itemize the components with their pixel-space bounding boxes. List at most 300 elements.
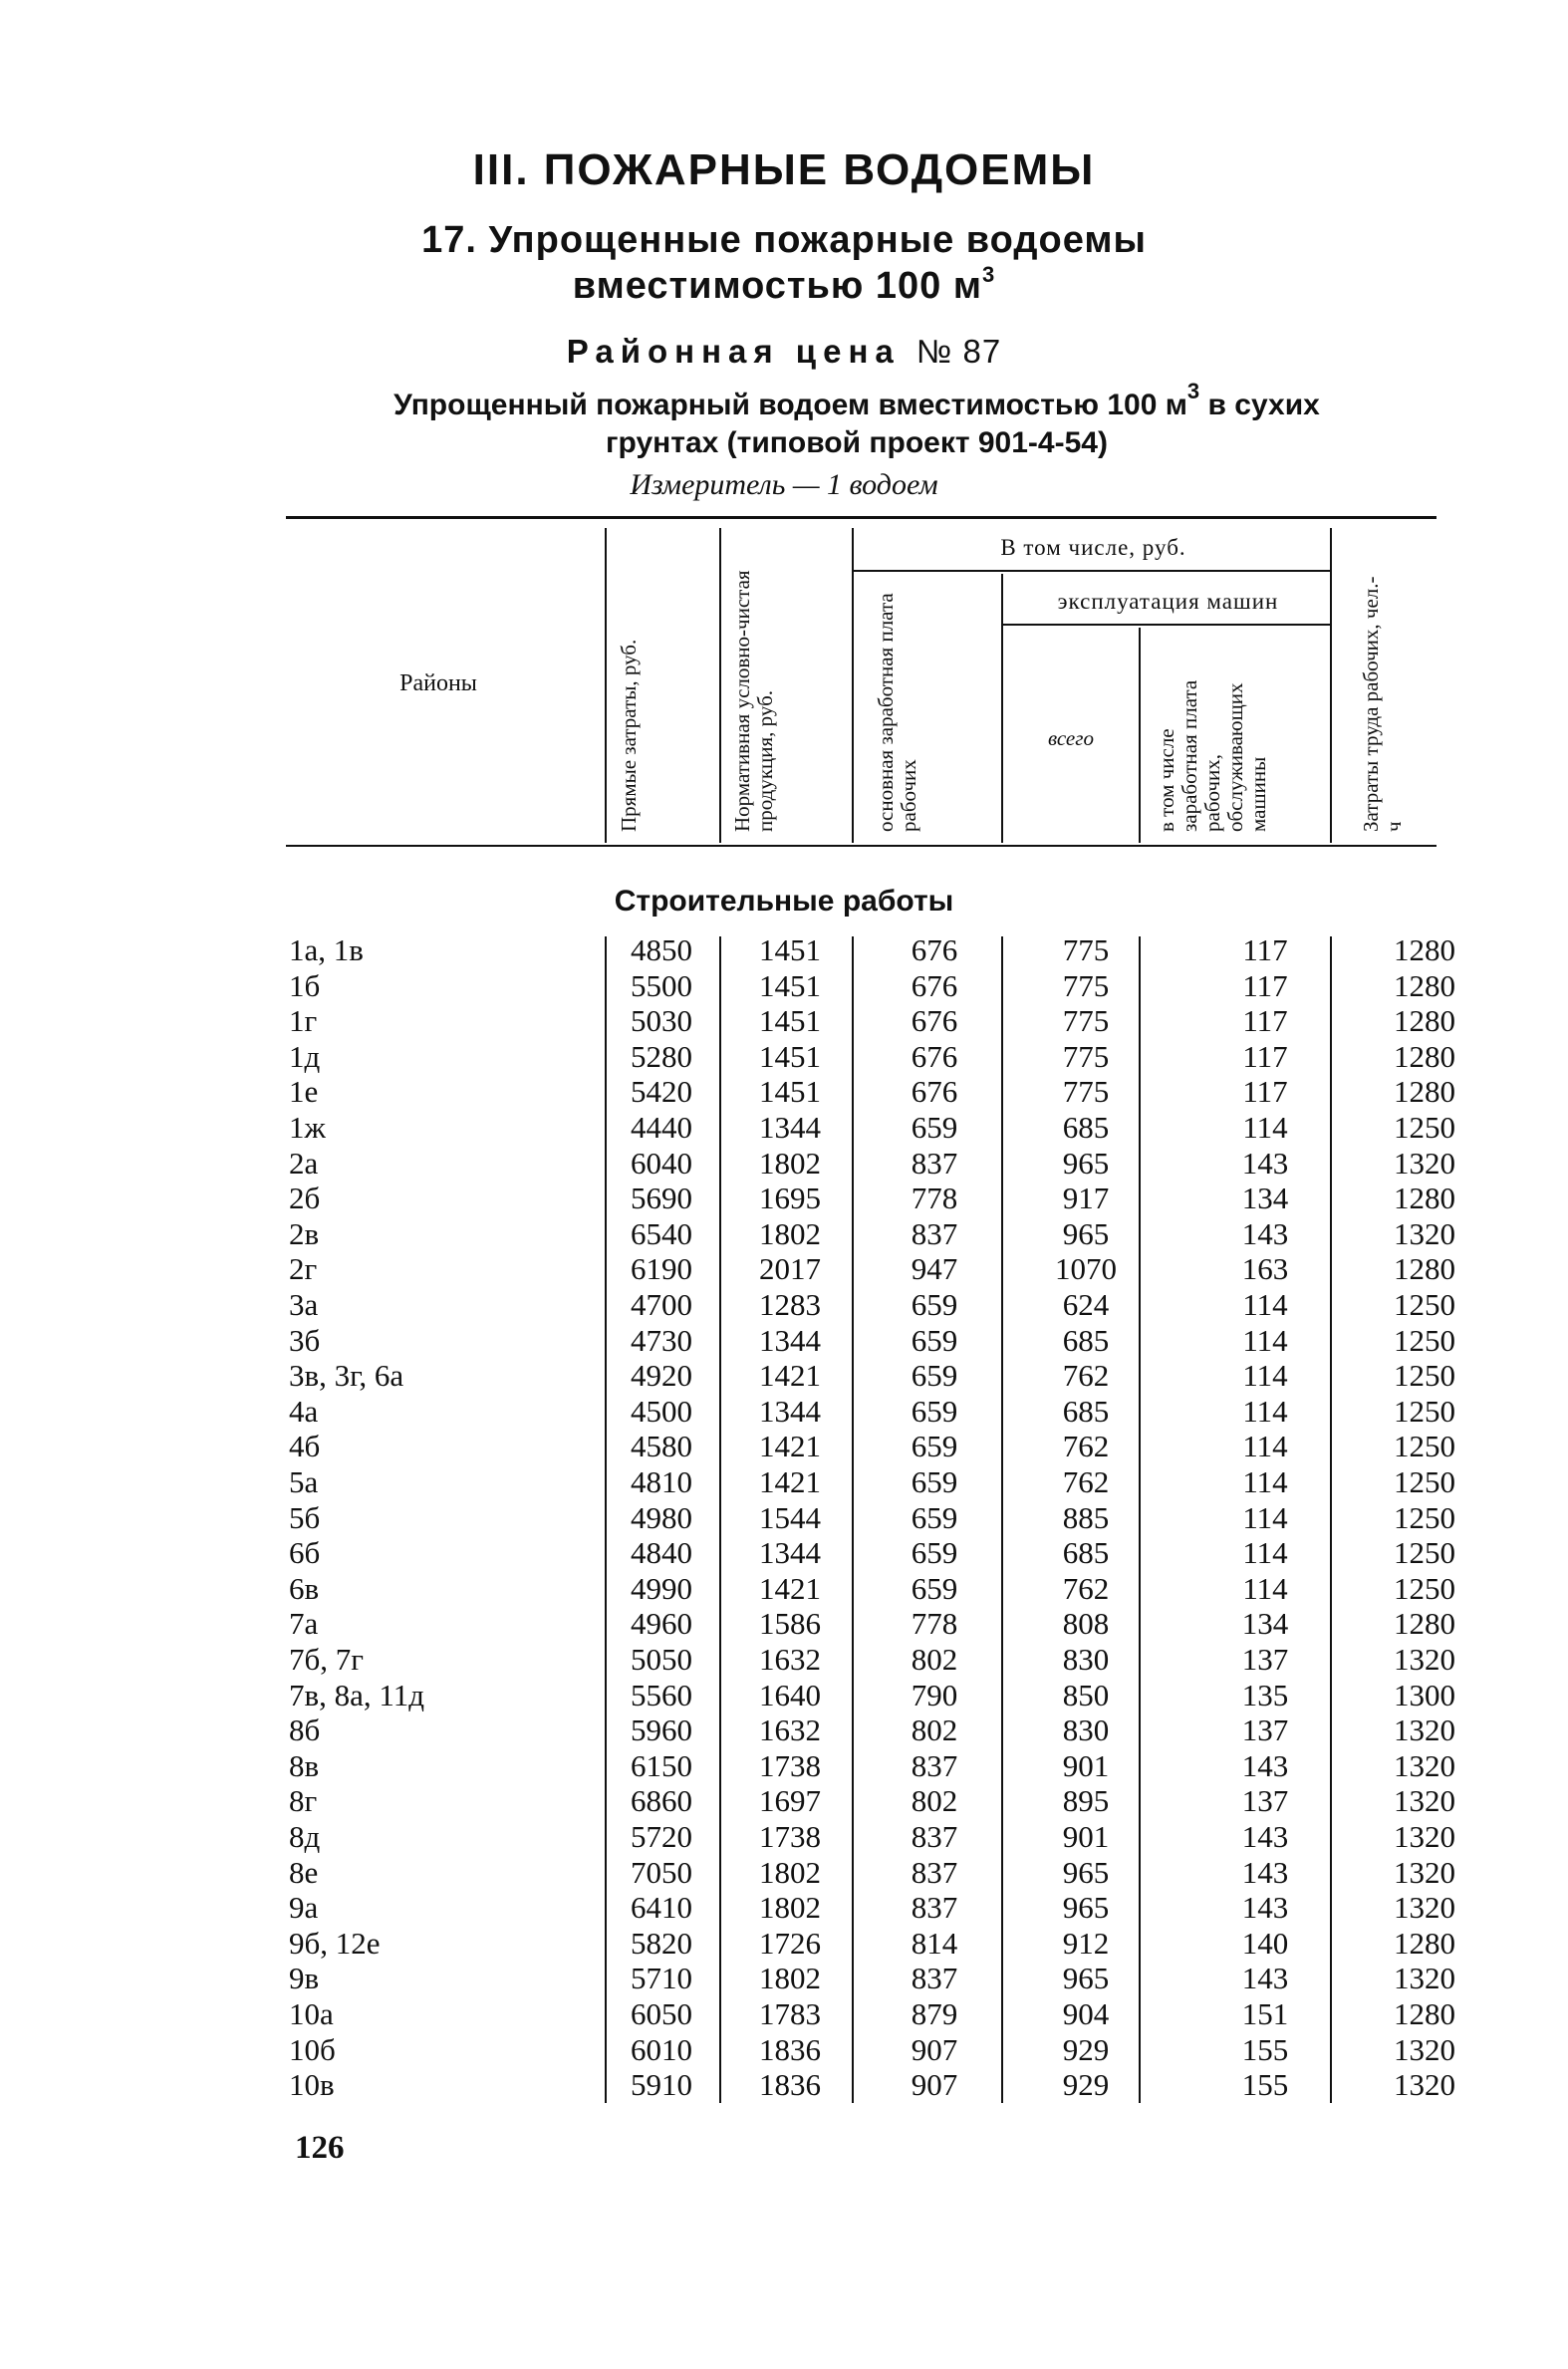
cell-normative: 1836 [759,2067,821,2103]
cell-labor: 1320 [1394,1783,1455,1819]
cell-machines-wage: 135 [1241,1677,1289,1712]
table-top-rule [286,516,1437,519]
cell-machines-total: 965 [1062,1890,1110,1926]
cell-direct-costs: 6040 [631,1145,692,1181]
cell-district: 2г [289,1251,318,1287]
cell-machines-wage: 114 [1242,1322,1288,1358]
cell-machines-total: 775 [1062,1074,1110,1110]
cell-direct-costs: 6190 [631,1251,692,1287]
header-machine-operation: эксплуатация машин [1057,589,1279,614]
page-number: 126 [295,2130,345,2166]
cell-district: 1д [289,1038,321,1074]
cell-district: 4а [289,1393,319,1429]
cell-machines-wage: 117 [1242,967,1288,1003]
cell-machines-total: 775 [1062,932,1110,967]
cell-district: 8в [289,1747,320,1783]
cell-machines-wage: 143 [1241,1747,1289,1783]
table-row [0,1003,1568,1039]
cell-machines-total: 775 [1062,967,1110,1003]
cell-normative: 1632 [759,1712,821,1748]
cell-machines-wage: 155 [1241,2031,1289,2067]
cell-direct-costs: 4700 [631,1287,692,1322]
table-row [0,2032,1568,2068]
cell-district: 1ж [289,1110,326,1145]
cell-machines-wage: 143 [1241,1819,1289,1854]
cell-district: 8д [289,1819,321,1854]
cell-labor: 1250 [1394,1570,1455,1606]
table-row [0,1606,1568,1642]
cell-labor: 1280 [1394,932,1455,967]
cell-normative: 1451 [759,1003,821,1039]
cell-base-wage: 814 [911,1925,958,1961]
cell-district: 6б [289,1535,321,1571]
cell-machines-total: 965 [1062,1215,1110,1251]
price-label: Районная цена [566,333,901,370]
cell-direct-costs: 5720 [631,1819,692,1854]
cell-base-wage: 659 [911,1358,958,1394]
cell-machines-wage: 143 [1241,1854,1289,1890]
cell-machines-total: 912 [1062,1925,1110,1961]
cell-machines-total: 965 [1062,1854,1110,1890]
table-row [0,1535,1568,1571]
cell-machines-wage: 114 [1242,1287,1288,1322]
cell-base-wage: 659 [911,1499,958,1535]
table-row [0,1110,1568,1146]
cell-normative: 1738 [759,1747,821,1783]
cell-district: 7б, 7г [289,1642,364,1677]
cell-labor: 1320 [1394,1215,1455,1251]
cell-machines-wage: 117 [1242,1003,1288,1039]
table-row [0,1996,1568,2032]
subsection-line-2: вместимостью 100 $м^3$ [572,262,996,307]
column-divider [852,936,854,2103]
subsection-line-1: 17. Упрощенные пожарные водоемы [421,219,1147,261]
cell-direct-costs: 5960 [631,1712,692,1748]
table-row [0,1678,1568,1713]
header-labor-costs: Затраты труда рабочих, чел.-ч [1359,576,1406,832]
cell-district: 4б [289,1429,321,1464]
cell-labor: 1250 [1394,1358,1455,1394]
cell-base-wage: 837 [911,1747,958,1783]
cell-base-wage: 676 [911,1038,958,1074]
cell-machines-total: 1070 [1055,1251,1117,1287]
cell-machines-total: 775 [1062,1003,1110,1039]
description-line-1: Упрощенный пожарный водоем вместимостью 100 $м^3$ в сухих [393,379,1320,421]
cell-normative: 1695 [759,1181,821,1216]
cell-direct-costs: 5910 [631,2067,692,2103]
cell-district: 10б [289,2031,336,2067]
cell-machines-total: 929 [1062,2067,1110,2103]
table-row [0,1323,1568,1359]
table-row [0,1146,1568,1182]
cell-machines-wage: 140 [1241,1925,1289,1961]
district-price [0,333,1568,371]
table-row [0,1251,1568,1287]
cell-machines-total: 685 [1062,1322,1110,1358]
cell-normative: 1344 [759,1535,821,1571]
cell-district: 3б [289,1322,321,1358]
table-row [0,1712,1568,1748]
cell-base-wage: 947 [911,1251,958,1287]
cell-district: 9в [289,1961,320,1996]
cell-direct-costs: 6010 [631,2031,692,2067]
cell-machines-wage: 134 [1241,1181,1289,1216]
cell-direct-costs: 4730 [631,1322,692,1358]
cell-district: 8г [289,1783,318,1819]
table-row [0,1429,1568,1464]
cell-normative: 1836 [759,2031,821,2067]
cell-normative: 1738 [759,1819,821,1854]
table-row [0,1358,1568,1394]
table-row [0,1394,1568,1430]
cell-labor: 1320 [1394,1854,1455,1890]
cell-direct-costs: 5030 [631,1003,692,1039]
cell-labor: 1320 [1394,2031,1455,2067]
cell-district: 8б [289,1712,321,1748]
header-divider [1139,628,1141,843]
cell-machines-wage: 137 [1241,1783,1289,1819]
cell-normative: 1802 [759,1854,821,1890]
cell-base-wage: 802 [911,1642,958,1677]
cell-machines-wage: 143 [1241,1890,1289,1926]
column-divider [719,936,721,2103]
cell-base-wage: 837 [911,1819,958,1854]
cell-machines-wage: 163 [1241,1251,1289,1287]
cell-direct-costs: 5420 [631,1074,692,1110]
cell-machines-wage: 137 [1241,1642,1289,1677]
header-districts: Районы [399,670,477,696]
cell-normative: 1421 [759,1464,821,1499]
table-row [0,1642,1568,1678]
column-divider [1139,936,1141,2103]
cell-labor: 1250 [1394,1110,1455,1145]
description [339,379,1375,462]
cell-machines-total: 850 [1062,1677,1110,1712]
cell-district: 7а [289,1606,319,1642]
cell-base-wage: 907 [911,2031,958,2067]
cell-machines-total: 917 [1062,1181,1110,1216]
cell-labor: 1320 [1394,1642,1455,1677]
cell-base-wage: 676 [911,1074,958,1110]
cell-labor: 1250 [1394,1464,1455,1499]
cell-machines-total: 901 [1062,1819,1110,1854]
cell-machines-total: 685 [1062,1393,1110,1429]
cell-normative: 1640 [759,1677,821,1712]
cell-labor: 1280 [1394,1606,1455,1642]
cell-normative: 1802 [759,1145,821,1181]
cell-base-wage: 676 [911,932,958,967]
cell-machines-wage: 143 [1241,1215,1289,1251]
cell-normative: 1783 [759,1996,821,2031]
header-divider [605,528,607,843]
cell-machines-total: 904 [1062,1996,1110,2031]
cell-normative: 1802 [759,1215,821,1251]
cell-normative: 1421 [759,1429,821,1464]
cell-direct-costs: 4440 [631,1110,692,1145]
section-title: III. ПОЖАРНЫЕ ВОДОЕМЫ [472,145,1096,194]
cell-direct-costs: 4500 [631,1393,692,1429]
cell-normative: 1451 [759,1074,821,1110]
cell-labor: 1280 [1394,1996,1455,2031]
cell-base-wage: 659 [911,1322,958,1358]
description-line-2: грунтах (типовой проект 901-4-54) [606,426,1108,459]
cell-base-wage: 837 [911,1890,958,1926]
cell-labor: 1280 [1394,1074,1455,1110]
cell-normative: 1451 [759,932,821,967]
table-row [0,1783,1568,1819]
cell-base-wage: 659 [911,1429,958,1464]
cell-machines-wage: 137 [1241,1712,1289,1748]
table-row [0,1287,1568,1323]
cell-direct-costs: 5280 [631,1038,692,1074]
table-row [0,1819,1568,1855]
cell-normative: 1451 [759,1038,821,1074]
cell-district: 1г [289,1003,318,1039]
cell-base-wage: 659 [911,1110,958,1145]
cell-machines-wage: 117 [1242,1074,1288,1110]
cell-base-wage: 659 [911,1535,958,1571]
header-machines-wage: в том числе заработная плата рабочих, обслуживающих машины [1155,679,1270,832]
cell-machines-total: 965 [1062,1145,1110,1181]
cell-district: 7в, 8а, 11д [289,1677,425,1712]
cell-labor: 1280 [1394,1251,1455,1287]
cell-labor: 1320 [1394,2067,1455,2103]
cell-labor: 1320 [1394,1819,1455,1854]
cell-district: 1б [289,967,321,1003]
cell-machines-total: 885 [1062,1499,1110,1535]
cell-machines-wage: 143 [1241,1145,1289,1181]
cell-machines-wage: 114 [1242,1358,1288,1394]
cell-direct-costs: 6860 [631,1783,692,1819]
header-base-wage: основная заработная плата рабочих [874,593,920,832]
cell-direct-costs: 6050 [631,1996,692,2031]
cell-base-wage: 837 [911,1854,958,1890]
cell-base-wage: 676 [911,1003,958,1039]
table-row [0,2067,1568,2103]
header-machines-total: всего [1048,726,1094,750]
cell-machines-wage: 114 [1242,1464,1288,1499]
cell-labor: 1300 [1394,1677,1455,1712]
cell-direct-costs: 6150 [631,1747,692,1783]
cell-district: 2в [289,1215,320,1251]
cell-district: 10а [289,1996,334,2031]
cell-direct-costs: 5560 [631,1677,692,1712]
cell-base-wage: 907 [911,2067,958,2103]
cell-machines-total: 775 [1062,1038,1110,1074]
table-row [0,1961,1568,1996]
cell-labor: 1320 [1394,1961,1455,1996]
header-direct-costs: Прямые затраты, руб. [617,639,641,832]
cell-base-wage: 837 [911,1145,958,1181]
cell-district: 2б [289,1181,321,1216]
cell-direct-costs: 4580 [631,1429,692,1464]
table-row [0,1500,1568,1536]
cell-normative: 1802 [759,1961,821,1996]
cell-normative: 1344 [759,1322,821,1358]
cell-labor: 1250 [1394,1322,1455,1358]
column-divider [1330,936,1332,2103]
cell-normative: 1632 [759,1642,821,1677]
cell-labor: 1280 [1394,1181,1455,1216]
cell-machines-total: 965 [1062,1961,1110,1996]
table-row [0,1855,1568,1891]
cell-machines-total: 685 [1062,1535,1110,1571]
cell-normative: 1344 [759,1110,821,1145]
cell-machines-wage: 114 [1242,1535,1288,1571]
cell-normative: 1802 [759,1890,821,1926]
cell-base-wage: 837 [911,1215,958,1251]
cell-direct-costs: 5500 [631,967,692,1003]
cell-normative: 1451 [759,967,821,1003]
cell-normative: 1544 [759,1499,821,1535]
table-row [0,1926,1568,1962]
machines-rule [1001,624,1330,626]
cell-direct-costs: 4960 [631,1606,692,1642]
header-bottom-rule [286,845,1437,847]
cell-machines-total: 830 [1062,1642,1110,1677]
cell-district: 9б, 12е [289,1925,381,1961]
cell-normative: 1344 [759,1393,821,1429]
cell-machines-total: 808 [1062,1606,1110,1642]
cell-labor: 1280 [1394,1925,1455,1961]
cell-labor: 1280 [1394,967,1455,1003]
header-divider [852,528,854,843]
cell-direct-costs: 5050 [631,1642,692,1677]
cell-direct-costs: 4850 [631,932,692,967]
cell-district: 2а [289,1145,319,1181]
table-row [0,1748,1568,1784]
cell-labor: 1320 [1394,1747,1455,1783]
cell-machines-wage: 114 [1242,1429,1288,1464]
cell-district: 8е [289,1854,319,1890]
cell-machines-total: 762 [1062,1464,1110,1499]
table-row [0,1890,1568,1926]
cell-base-wage: 659 [911,1287,958,1322]
cell-district: 9а [289,1890,319,1926]
cell-direct-costs: 4840 [631,1535,692,1571]
cell-direct-costs: 4990 [631,1570,692,1606]
header-including: В том числе, руб. [1000,535,1186,560]
header-divider [1001,574,1003,843]
table-row [0,1571,1568,1607]
cell-direct-costs: 6540 [631,1215,692,1251]
column-divider [605,936,607,2103]
cell-base-wage: 659 [911,1570,958,1606]
cell-normative: 2017 [759,1251,821,1287]
category-heading: Строительные работы [614,885,954,918]
cell-district: 3а [289,1287,319,1322]
cell-labor: 1250 [1394,1429,1455,1464]
cell-district: 5а [289,1464,319,1499]
cell-normative: 1421 [759,1358,821,1394]
cell-labor: 1250 [1394,1499,1455,1535]
unit-of-measure: Измеритель — 1 водоем [630,468,938,501]
table-row [0,1216,1568,1252]
cell-base-wage: 676 [911,967,958,1003]
including-rule [852,570,1330,572]
cell-machines-wage: 114 [1242,1499,1288,1535]
table-row [0,1074,1568,1110]
cell-district: 3в, 3г, 6а [289,1358,404,1394]
cell-machines-total: 762 [1062,1429,1110,1464]
cell-base-wage: 778 [911,1181,958,1216]
cell-labor: 1320 [1394,1712,1455,1748]
subsection-title [0,217,1568,309]
cell-direct-costs: 5690 [631,1181,692,1216]
table-row [0,968,1568,1004]
cell-direct-costs: 4920 [631,1358,692,1394]
table-row [0,1039,1568,1075]
cell-machines-total: 895 [1062,1783,1110,1819]
cell-machines-wage: 114 [1242,1570,1288,1606]
cell-labor: 1320 [1394,1890,1455,1926]
cell-district: 5б [289,1499,321,1535]
cell-labor: 1320 [1394,1145,1455,1181]
cell-base-wage: 802 [911,1712,958,1748]
column-divider [1001,936,1003,2103]
cell-direct-costs: 5820 [631,1925,692,1961]
cell-base-wage: 879 [911,1996,958,2031]
cell-machines-total: 624 [1062,1287,1110,1322]
cell-labor: 1250 [1394,1535,1455,1571]
table-row [0,932,1568,968]
cell-labor: 1250 [1394,1287,1455,1322]
header-divider [719,528,721,843]
cell-machines-wage: 151 [1241,1996,1289,2031]
cell-labor: 1280 [1394,1038,1455,1074]
header-normative-production: Нормативная условно-чистая продукция, руб. [730,570,777,832]
table-row [0,1181,1568,1216]
cell-machines-wage: 134 [1241,1606,1289,1642]
cell-direct-costs: 5710 [631,1961,692,1996]
cell-machines-wage: 143 [1241,1961,1289,1996]
cell-direct-costs: 4980 [631,1499,692,1535]
cell-normative: 1726 [759,1925,821,1961]
cell-district: 1е [289,1074,319,1110]
cell-direct-costs: 7050 [631,1854,692,1890]
cell-district: 10в [289,2067,335,2103]
cell-normative: 1421 [759,1570,821,1606]
cell-normative: 1283 [759,1287,821,1322]
cell-labor: 1280 [1394,1003,1455,1039]
cell-machines-total: 830 [1062,1712,1110,1748]
price-number: № 87 [915,333,1002,370]
cell-machines-wage: 114 [1242,1393,1288,1429]
cell-machines-total: 901 [1062,1747,1110,1783]
cell-base-wage: 778 [911,1606,958,1642]
cell-base-wage: 659 [911,1464,958,1499]
table-row [0,1464,1568,1500]
cell-base-wage: 837 [911,1961,958,1996]
cell-machines-wage: 117 [1242,932,1288,967]
cell-machines-total: 762 [1062,1358,1110,1394]
header-divider [1330,528,1332,843]
cell-machines-total: 929 [1062,2031,1110,2067]
cell-base-wage: 790 [911,1677,958,1712]
cell-direct-costs: 4810 [631,1464,692,1499]
cell-base-wage: 659 [911,1393,958,1429]
cell-direct-costs: 6410 [631,1890,692,1926]
cell-machines-wage: 117 [1242,1038,1288,1074]
cell-machines-wage: 155 [1241,2067,1289,2103]
cell-base-wage: 802 [911,1783,958,1819]
cell-normative: 1697 [759,1783,821,1819]
cell-labor: 1250 [1394,1393,1455,1429]
cell-machines-total: 762 [1062,1570,1110,1606]
cell-district: 1а, 1в [289,932,364,967]
cell-machines-total: 685 [1062,1110,1110,1145]
cell-machines-wage: 114 [1242,1110,1288,1145]
